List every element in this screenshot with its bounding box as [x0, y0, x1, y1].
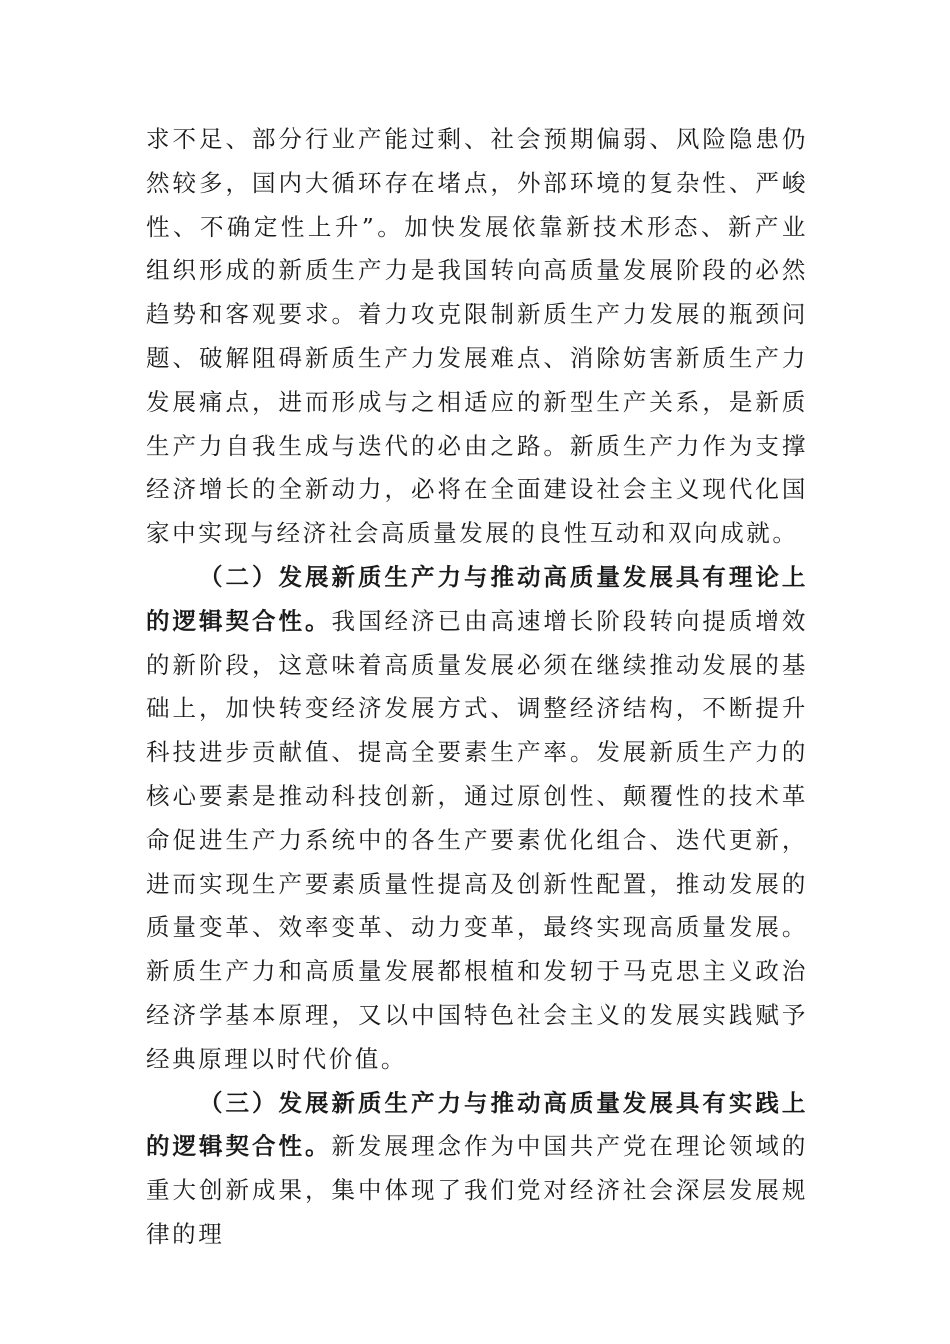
- paragraph-continuation: [146, 118, 808, 556]
- paragraph-text: 新发展理念作为中国共产党在理论领域的重大创新成果，集中体现了我们党对经济社会深层发展规律的理: [146, 1132, 808, 1248]
- section-heading: （三）发展新质生产力与推动高质量发展具有实践上的逻辑契合性。: [146, 1088, 808, 1161]
- paragraph-section-3: [146, 1082, 808, 1257]
- paragraph-section-2: [146, 556, 808, 1082]
- paragraph-text: 求不足、部分行业产能过剩、社会预期偏弱、风险隐患仍然较多，国内大循环存在堵点，外部环境的复杂性、严峻性、不确定性上升”。加快发展依靠新技术形态、新产业组织形成的新质生产力是我国转向高质量发展阶段的必然趋势和客观要求。着力攻克限制新质生产力发展的瓶颈问题、破解阻碍新质生产力发展难点、消除妨害新质生产力发展痛点，进而形成与之相适应的新型生产关系，是新质生产力自我生成与迭代的必由之路。新质生产力作为支撑经济增长的全新动力，必将在全面建设社会主义现代化国家中实现与经济社会高质量发展的良性互动和双向成就。: [146, 125, 808, 548]
- document-page: [146, 118, 808, 1257]
- paragraph-text: 我国经济已由高速增长阶段转向提质增效的新阶段，这意味着高质量发展必须在继续推动发展的基础上，加快转变经济发展方式、调整经济结构，不断提升科技进步贡献值、提高全要素生产率。发展新质生产力的核心要素是推动科技创新，通过原创性、颠覆性的技术革命促进生产力系统中的各生产要素优化组合、迭代更新，进而实现生产要素质量性提高及创新性配置，推动发展的质量变革、效率变革、动力变革，最终实现高质量发展。新质生产力和高质量发展都根植和发轫于马克思主义政治经济学基本原理，又以中国特色社会主义的发展实践赋予经典原理以时代价值。: [146, 606, 808, 1073]
- section-heading: （二）发展新质生产力与推动高质量发展具有理论上的逻辑契合性。: [146, 562, 808, 635]
